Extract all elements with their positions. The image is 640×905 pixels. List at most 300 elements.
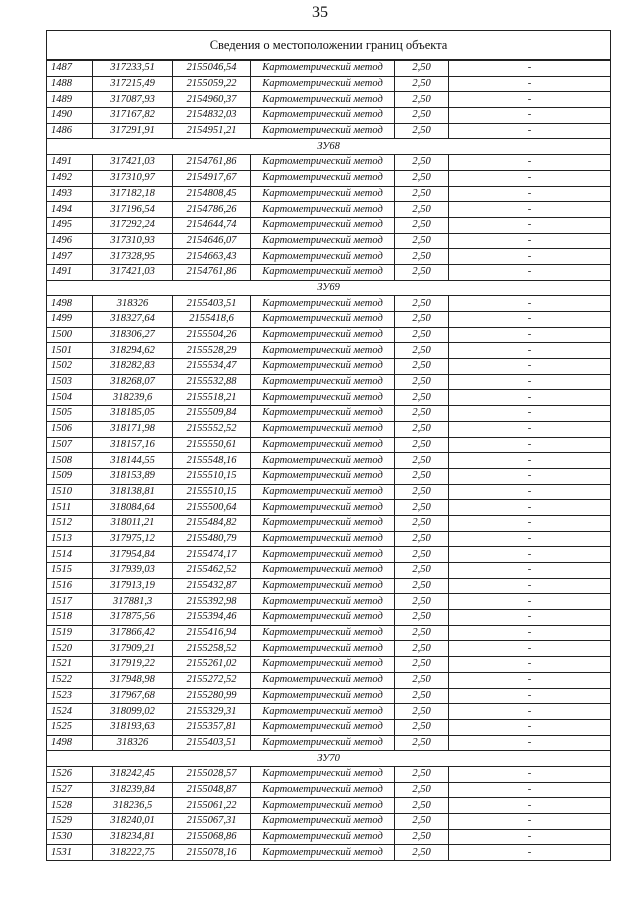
method-cell: Картометрический метод xyxy=(251,421,395,437)
x-coordinate-cell: 317196,54 xyxy=(93,202,173,218)
table-row xyxy=(47,108,611,124)
y-coordinate-cell: 2154832,03 xyxy=(173,108,251,124)
point-number-cell: 1491 xyxy=(47,155,93,171)
y-coordinate-cell: 2155272,52 xyxy=(173,672,251,688)
table-row xyxy=(47,421,611,437)
boundary-coordinates-table xyxy=(46,30,611,861)
method-cell: Картометрический метод xyxy=(251,672,395,688)
table-row xyxy=(47,92,611,108)
point-number-cell: 1497 xyxy=(47,249,93,265)
accuracy-cell: 2,50 xyxy=(395,578,449,594)
y-coordinate-cell: 2154761,86 xyxy=(173,155,251,171)
y-coordinate-cell: 2155550,61 xyxy=(173,437,251,453)
method-cell: Картометрический метод xyxy=(251,123,395,139)
x-coordinate-cell: 317421,03 xyxy=(93,155,173,171)
x-coordinate-cell: 318240,01 xyxy=(93,814,173,830)
note-cell: - xyxy=(449,798,611,814)
y-coordinate-cell: 2155280,99 xyxy=(173,688,251,704)
table-row xyxy=(47,249,611,265)
method-cell: Картометрический метод xyxy=(251,594,395,610)
y-coordinate-cell: 2155403,51 xyxy=(173,735,251,751)
point-number-cell: 1502 xyxy=(47,359,93,375)
table-row xyxy=(47,170,611,186)
table-row xyxy=(47,406,611,422)
method-cell: Картометрический метод xyxy=(251,719,395,735)
method-cell: Картометрический метод xyxy=(251,814,395,830)
accuracy-cell: 2,50 xyxy=(395,782,449,798)
x-coordinate-cell: 317310,93 xyxy=(93,233,173,249)
table-body xyxy=(47,31,611,861)
method-cell: Картометрический метод xyxy=(251,500,395,516)
accuracy-cell: 2,50 xyxy=(395,390,449,406)
point-number-cell: 1518 xyxy=(47,610,93,626)
note-cell: - xyxy=(449,374,611,390)
x-coordinate-cell: 318157,16 xyxy=(93,437,173,453)
point-number-cell: 1495 xyxy=(47,217,93,233)
y-coordinate-cell: 2154646,07 xyxy=(173,233,251,249)
y-coordinate-cell: 2155329,31 xyxy=(173,704,251,720)
y-coordinate-cell: 2155534,47 xyxy=(173,359,251,375)
x-coordinate-cell: 318193,63 xyxy=(93,719,173,735)
y-coordinate-cell: 2154761,86 xyxy=(173,264,251,280)
table-row xyxy=(47,264,611,280)
section-label: ЗУ70 xyxy=(47,751,611,767)
point-number-cell: 1508 xyxy=(47,453,93,469)
accuracy-cell: 2,50 xyxy=(395,343,449,359)
x-coordinate-cell: 317233,51 xyxy=(93,60,173,76)
accuracy-cell: 2,50 xyxy=(395,719,449,735)
accuracy-cell: 2,50 xyxy=(395,688,449,704)
accuracy-cell: 2,50 xyxy=(395,249,449,265)
accuracy-cell: 2,50 xyxy=(395,547,449,563)
page-number: 35 xyxy=(312,4,328,21)
table-row xyxy=(47,515,611,531)
point-number-cell: 1487 xyxy=(47,60,93,76)
method-cell: Картометрический метод xyxy=(251,657,395,673)
y-coordinate-cell: 2155067,31 xyxy=(173,814,251,830)
note-cell: - xyxy=(449,782,611,798)
method-cell: Картометрический метод xyxy=(251,735,395,751)
table-row xyxy=(47,719,611,735)
y-coordinate-cell: 2155048,87 xyxy=(173,782,251,798)
y-coordinate-cell: 2155528,29 xyxy=(173,343,251,359)
note-cell: - xyxy=(449,453,611,469)
method-cell: Картометрический метод xyxy=(251,76,395,92)
point-number-cell: 1488 xyxy=(47,76,93,92)
accuracy-cell: 2,50 xyxy=(395,453,449,469)
point-number-cell: 1510 xyxy=(47,484,93,500)
point-number-cell: 1519 xyxy=(47,625,93,641)
note-cell: - xyxy=(449,421,611,437)
method-cell: Картометрический метод xyxy=(251,798,395,814)
point-number-cell: 1529 xyxy=(47,814,93,830)
method-cell: Картометрический метод xyxy=(251,766,395,782)
point-number-cell: 1489 xyxy=(47,92,93,108)
boundary-table-container xyxy=(46,30,610,861)
method-cell: Картометрический метод xyxy=(251,233,395,249)
note-cell: - xyxy=(449,249,611,265)
note-cell: - xyxy=(449,343,611,359)
table-row xyxy=(47,500,611,516)
table-row xyxy=(47,704,611,720)
x-coordinate-cell: 317948,98 xyxy=(93,672,173,688)
y-coordinate-cell: 2155504,26 xyxy=(173,327,251,343)
accuracy-cell: 2,50 xyxy=(395,657,449,673)
x-coordinate-cell: 318144,55 xyxy=(93,453,173,469)
table-row xyxy=(47,60,611,76)
method-cell: Картометрический метод xyxy=(251,186,395,202)
accuracy-cell: 2,50 xyxy=(395,327,449,343)
point-number-cell: 1498 xyxy=(47,296,93,312)
method-cell: Картометрический метод xyxy=(251,296,395,312)
method-cell: Картометрический метод xyxy=(251,531,395,547)
note-cell: - xyxy=(449,672,611,688)
table-title-row xyxy=(47,31,611,61)
point-number-cell: 1503 xyxy=(47,374,93,390)
method-cell: Картометрический метод xyxy=(251,625,395,641)
method-cell: Картометрический метод xyxy=(251,829,395,845)
point-number-cell: 1525 xyxy=(47,719,93,735)
note-cell: - xyxy=(449,390,611,406)
table-row xyxy=(47,641,611,657)
table-row xyxy=(47,735,611,751)
point-number-cell: 1494 xyxy=(47,202,93,218)
point-number-cell: 1500 xyxy=(47,327,93,343)
x-coordinate-cell: 318294,62 xyxy=(93,343,173,359)
x-coordinate-cell: 318171,98 xyxy=(93,421,173,437)
x-coordinate-cell: 318282,83 xyxy=(93,359,173,375)
method-cell: Картометрический метод xyxy=(251,437,395,453)
note-cell: - xyxy=(449,468,611,484)
note-cell: - xyxy=(449,845,611,861)
y-coordinate-cell: 2155518,21 xyxy=(173,390,251,406)
accuracy-cell: 2,50 xyxy=(395,108,449,124)
point-number-cell: 1505 xyxy=(47,406,93,422)
x-coordinate-cell: 317875,56 xyxy=(93,610,173,626)
method-cell: Картометрический метод xyxy=(251,578,395,594)
y-coordinate-cell: 2155046,54 xyxy=(173,60,251,76)
y-coordinate-cell: 2155061,22 xyxy=(173,798,251,814)
point-number-cell: 1517 xyxy=(47,594,93,610)
table-row xyxy=(47,390,611,406)
note-cell: - xyxy=(449,217,611,233)
x-coordinate-cell: 317919,22 xyxy=(93,657,173,673)
accuracy-cell: 2,50 xyxy=(395,610,449,626)
point-number-cell: 1501 xyxy=(47,343,93,359)
accuracy-cell: 2,50 xyxy=(395,515,449,531)
x-coordinate-cell: 317975,12 xyxy=(93,531,173,547)
table-title: Сведения о местоположении границ объекта xyxy=(47,31,611,61)
x-coordinate-cell: 317967,68 xyxy=(93,688,173,704)
note-cell: - xyxy=(449,719,611,735)
y-coordinate-cell: 2155403,51 xyxy=(173,296,251,312)
note-cell: - xyxy=(449,766,611,782)
table-row xyxy=(47,233,611,249)
y-coordinate-cell: 2155416,94 xyxy=(173,625,251,641)
table-row xyxy=(47,343,611,359)
section-label: ЗУ68 xyxy=(47,139,611,155)
x-coordinate-cell: 317087,93 xyxy=(93,92,173,108)
y-coordinate-cell: 2155510,15 xyxy=(173,468,251,484)
point-number-cell: 1521 xyxy=(47,657,93,673)
method-cell: Картометрический метод xyxy=(251,155,395,171)
y-coordinate-cell: 2155392,98 xyxy=(173,594,251,610)
method-cell: Картометрический метод xyxy=(251,312,395,328)
table-row xyxy=(47,374,611,390)
note-cell: - xyxy=(449,108,611,124)
x-coordinate-cell: 317215,49 xyxy=(93,76,173,92)
point-number-cell: 1520 xyxy=(47,641,93,657)
note-cell: - xyxy=(449,123,611,139)
table-row xyxy=(47,186,611,202)
accuracy-cell: 2,50 xyxy=(395,92,449,108)
table-row xyxy=(47,531,611,547)
method-cell: Картометрический метод xyxy=(251,845,395,861)
method-cell: Картометрический метод xyxy=(251,468,395,484)
x-coordinate-cell: 318234,81 xyxy=(93,829,173,845)
table-row xyxy=(47,563,611,579)
point-number-cell: 1486 xyxy=(47,123,93,139)
x-coordinate-cell: 317328,95 xyxy=(93,249,173,265)
method-cell: Картометрический метод xyxy=(251,327,395,343)
y-coordinate-cell: 2155552,52 xyxy=(173,421,251,437)
accuracy-cell: 2,50 xyxy=(395,60,449,76)
x-coordinate-cell: 318099,02 xyxy=(93,704,173,720)
table-row xyxy=(47,155,611,171)
x-coordinate-cell: 317939,03 xyxy=(93,563,173,579)
y-coordinate-cell: 2155480,79 xyxy=(173,531,251,547)
note-cell: - xyxy=(449,406,611,422)
accuracy-cell: 2,50 xyxy=(395,798,449,814)
table-row xyxy=(47,782,611,798)
y-coordinate-cell: 2155510,15 xyxy=(173,484,251,500)
y-coordinate-cell: 2155484,82 xyxy=(173,515,251,531)
accuracy-cell: 2,50 xyxy=(395,217,449,233)
y-coordinate-cell: 2155462,52 xyxy=(173,563,251,579)
method-cell: Картометрический метод xyxy=(251,343,395,359)
x-coordinate-cell: 318306,27 xyxy=(93,327,173,343)
method-cell: Картометрический метод xyxy=(251,688,395,704)
table-row xyxy=(47,296,611,312)
accuracy-cell: 2,50 xyxy=(395,704,449,720)
accuracy-cell: 2,50 xyxy=(395,123,449,139)
accuracy-cell: 2,50 xyxy=(395,155,449,171)
point-number-cell: 1496 xyxy=(47,233,93,249)
accuracy-cell: 2,50 xyxy=(395,845,449,861)
y-coordinate-cell: 2155357,81 xyxy=(173,719,251,735)
note-cell: - xyxy=(449,735,611,751)
x-coordinate-cell: 318239,6 xyxy=(93,390,173,406)
y-coordinate-cell: 2155500,64 xyxy=(173,500,251,516)
accuracy-cell: 2,50 xyxy=(395,296,449,312)
method-cell: Картометрический метод xyxy=(251,641,395,657)
method-cell: Картометрический метод xyxy=(251,406,395,422)
table-row xyxy=(47,798,611,814)
x-coordinate-cell: 317292,24 xyxy=(93,217,173,233)
point-number-cell: 1514 xyxy=(47,547,93,563)
method-cell: Картометрический метод xyxy=(251,704,395,720)
note-cell: - xyxy=(449,76,611,92)
table-row xyxy=(47,845,611,861)
accuracy-cell: 2,50 xyxy=(395,641,449,657)
accuracy-cell: 2,50 xyxy=(395,814,449,830)
point-number-cell: 1506 xyxy=(47,421,93,437)
note-cell: - xyxy=(449,327,611,343)
point-number-cell: 1492 xyxy=(47,170,93,186)
method-cell: Картометрический метод xyxy=(251,484,395,500)
note-cell: - xyxy=(449,814,611,830)
accuracy-cell: 2,50 xyxy=(395,829,449,845)
x-coordinate-cell: 317866,42 xyxy=(93,625,173,641)
y-coordinate-cell: 2155394,46 xyxy=(173,610,251,626)
accuracy-cell: 2,50 xyxy=(395,374,449,390)
method-cell: Картометрический метод xyxy=(251,170,395,186)
point-number-cell: 1527 xyxy=(47,782,93,798)
point-number-cell: 1528 xyxy=(47,798,93,814)
section-header-row xyxy=(47,280,611,296)
section-header-row xyxy=(47,751,611,767)
y-coordinate-cell: 2155532,88 xyxy=(173,374,251,390)
method-cell: Картометрический метод xyxy=(251,249,395,265)
table-row xyxy=(47,594,611,610)
table-row xyxy=(47,657,611,673)
accuracy-cell: 2,50 xyxy=(395,672,449,688)
x-coordinate-cell: 318153,89 xyxy=(93,468,173,484)
note-cell: - xyxy=(449,704,611,720)
accuracy-cell: 2,50 xyxy=(395,468,449,484)
accuracy-cell: 2,50 xyxy=(395,186,449,202)
table-row xyxy=(47,814,611,830)
point-number-cell: 1516 xyxy=(47,578,93,594)
x-coordinate-cell: 318326 xyxy=(93,296,173,312)
note-cell: - xyxy=(449,202,611,218)
y-coordinate-cell: 2155078,16 xyxy=(173,845,251,861)
note-cell: - xyxy=(449,610,611,626)
point-number-cell: 1523 xyxy=(47,688,93,704)
accuracy-cell: 2,50 xyxy=(395,264,449,280)
table-row xyxy=(47,359,611,375)
point-number-cell: 1526 xyxy=(47,766,93,782)
table-row xyxy=(47,625,611,641)
method-cell: Картометрический метод xyxy=(251,515,395,531)
method-cell: Картометрический метод xyxy=(251,60,395,76)
method-cell: Картометрический метод xyxy=(251,374,395,390)
y-coordinate-cell: 2155418,6 xyxy=(173,312,251,328)
table-row xyxy=(47,468,611,484)
y-coordinate-cell: 2155474,17 xyxy=(173,547,251,563)
x-coordinate-cell: 318222,75 xyxy=(93,845,173,861)
note-cell: - xyxy=(449,437,611,453)
point-number-cell: 1498 xyxy=(47,735,93,751)
y-coordinate-cell: 2155432,87 xyxy=(173,578,251,594)
note-cell: - xyxy=(449,578,611,594)
accuracy-cell: 2,50 xyxy=(395,563,449,579)
y-coordinate-cell: 2155509,84 xyxy=(173,406,251,422)
y-coordinate-cell: 2154951,21 xyxy=(173,123,251,139)
accuracy-cell: 2,50 xyxy=(395,170,449,186)
point-number-cell: 1491 xyxy=(47,264,93,280)
point-number-cell: 1515 xyxy=(47,563,93,579)
method-cell: Картометрический метод xyxy=(251,92,395,108)
method-cell: Картометрический метод xyxy=(251,563,395,579)
y-coordinate-cell: 2154960,37 xyxy=(173,92,251,108)
x-coordinate-cell: 317167,82 xyxy=(93,108,173,124)
x-coordinate-cell: 317909,21 xyxy=(93,641,173,657)
accuracy-cell: 2,50 xyxy=(395,484,449,500)
note-cell: - xyxy=(449,563,611,579)
point-number-cell: 1524 xyxy=(47,704,93,720)
accuracy-cell: 2,50 xyxy=(395,735,449,751)
table-row xyxy=(47,217,611,233)
x-coordinate-cell: 318185,05 xyxy=(93,406,173,422)
accuracy-cell: 2,50 xyxy=(395,594,449,610)
x-coordinate-cell: 318011,21 xyxy=(93,515,173,531)
x-coordinate-cell: 317291,91 xyxy=(93,123,173,139)
method-cell: Картометрический метод xyxy=(251,610,395,626)
x-coordinate-cell: 318326 xyxy=(93,735,173,751)
note-cell: - xyxy=(449,92,611,108)
note-cell: - xyxy=(449,60,611,76)
note-cell: - xyxy=(449,359,611,375)
note-cell: - xyxy=(449,312,611,328)
method-cell: Картометрический метод xyxy=(251,202,395,218)
method-cell: Картометрический метод xyxy=(251,782,395,798)
point-number-cell: 1512 xyxy=(47,515,93,531)
table-row xyxy=(47,484,611,500)
section-label: ЗУ69 xyxy=(47,280,611,296)
note-cell: - xyxy=(449,170,611,186)
method-cell: Картометрический метод xyxy=(251,390,395,406)
table-row xyxy=(47,453,611,469)
table-row xyxy=(47,829,611,845)
table-row xyxy=(47,202,611,218)
accuracy-cell: 2,50 xyxy=(395,312,449,328)
y-coordinate-cell: 2154917,67 xyxy=(173,170,251,186)
y-coordinate-cell: 2155059,22 xyxy=(173,76,251,92)
table-row xyxy=(47,327,611,343)
y-coordinate-cell: 2154663,43 xyxy=(173,249,251,265)
x-coordinate-cell: 317421,03 xyxy=(93,264,173,280)
point-number-cell: 1504 xyxy=(47,390,93,406)
y-coordinate-cell: 2154644,74 xyxy=(173,217,251,233)
point-number-cell: 1499 xyxy=(47,312,93,328)
table-row xyxy=(47,76,611,92)
x-coordinate-cell: 317881,3 xyxy=(93,594,173,610)
x-coordinate-cell: 318242,45 xyxy=(93,766,173,782)
table-row xyxy=(47,610,611,626)
point-number-cell: 1490 xyxy=(47,108,93,124)
note-cell: - xyxy=(449,296,611,312)
method-cell: Картометрический метод xyxy=(251,453,395,469)
method-cell: Картометрический метод xyxy=(251,108,395,124)
table-row xyxy=(47,312,611,328)
y-coordinate-cell: 2154786,26 xyxy=(173,202,251,218)
accuracy-cell: 2,50 xyxy=(395,437,449,453)
point-number-cell: 1511 xyxy=(47,500,93,516)
accuracy-cell: 2,50 xyxy=(395,406,449,422)
section-header-row xyxy=(47,139,611,155)
note-cell: - xyxy=(449,233,611,249)
note-cell: - xyxy=(449,594,611,610)
table-row xyxy=(47,766,611,782)
point-number-cell: 1493 xyxy=(47,186,93,202)
accuracy-cell: 2,50 xyxy=(395,531,449,547)
x-coordinate-cell: 317310,97 xyxy=(93,170,173,186)
x-coordinate-cell: 317913,19 xyxy=(93,578,173,594)
table-row xyxy=(47,672,611,688)
note-cell: - xyxy=(449,186,611,202)
table-row xyxy=(47,123,611,139)
